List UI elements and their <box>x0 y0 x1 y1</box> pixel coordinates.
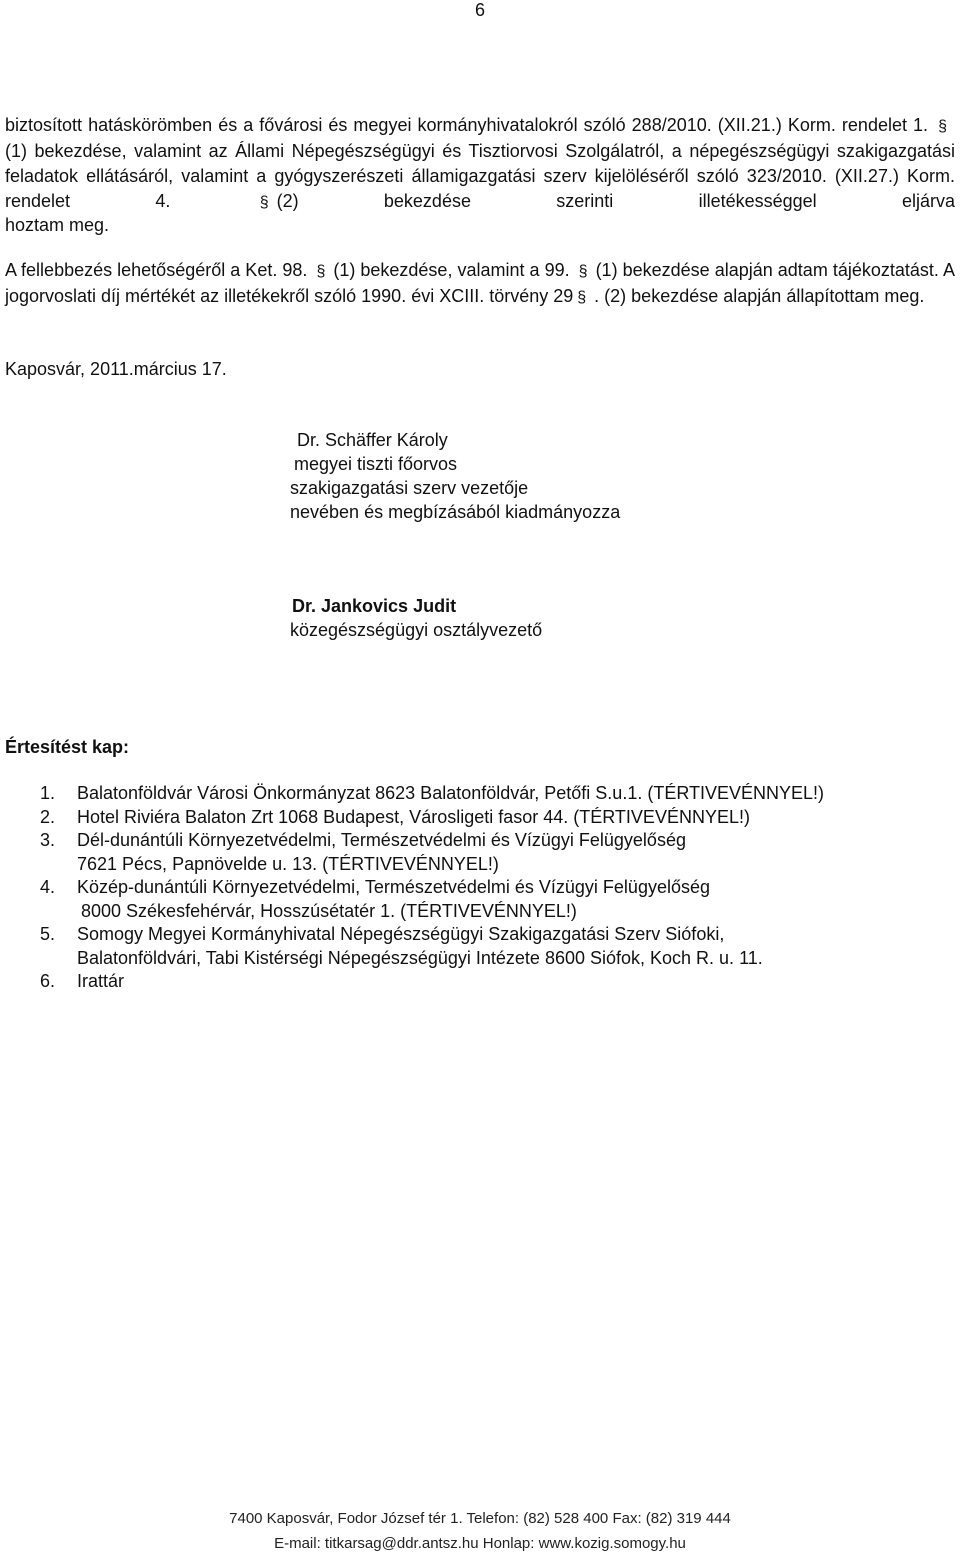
para2-line3: alapján állapítottam meg. <box>723 286 925 306</box>
para1-line4a: kijelöléséről szóló 323/2010. (XII.27.) Korm. rendelet 4. <box>5 166 956 211</box>
list-item <box>40 806 824 830</box>
para1-line2a: rendelet 1. <box>841 115 929 135</box>
list-item <box>40 923 824 970</box>
recipient-address: Balatonföldvári, Tabi Kistérségi Népegészségügyi Intézete 8600 Siófok, Koch R. u. 11. <box>77 947 763 968</box>
recipient-text: Irattár <box>77 971 125 991</box>
section-sign-icon: § <box>316 263 326 280</box>
list-number: 1. <box>40 783 56 803</box>
notify-heading: Értesítést kap: <box>5 737 130 757</box>
signature-block-1 <box>290 428 620 524</box>
section-sign-icon: § <box>577 289 587 306</box>
signatory-role: szakigazgatási szerv vezetője <box>290 478 529 498</box>
issuer-title: közegészségügyi osztályvezető <box>290 620 543 640</box>
list-number: 2. <box>40 806 56 827</box>
section-sign-icon: § <box>578 263 588 280</box>
issuer-name: Dr. Jankovics Judit <box>292 596 457 616</box>
para1-line1: biztosított hatáskörömben és a fővárosi és megyei kormányhivatalokról szóló 288/2010. (XII.21.) Korm. <box>5 115 836 135</box>
recipient-text: Balatonföldvár Városi Önkormányzat 8623 Balatonföldvár, Petőfi S.u.1. (TÉRTIVEVÉNNYEL!) <box>77 783 825 803</box>
para2-line2: tájékoztatást. A jogorvoslati díj mértékét az illetékekről szóló 1990. évi XCIII. törvény 29 <box>5 260 955 306</box>
recipient-address: 7621 Pécs, Papnövelde u. 13. (TÉRTIVEVÉNNYEL!) <box>77 853 499 874</box>
para1-line2b: (1) bekezdése, valamint az Állami Népegészségügyi és Tisztiorvosi Szolgálatról, a <box>5 141 682 161</box>
list-item <box>40 782 824 806</box>
footer-address: 7400 Kaposvár, Fodor József tér 1. Telefon: (82) 528 400 Fax: (82) 319 444 <box>229 1510 731 1527</box>
recipient-text: Somogy Megyei Kormányhivatal Népegészségügyi Szakigazgatási Szerv Siófoki, <box>77 924 725 944</box>
recipient-text: Dél-dunántúli Környezetvédelmi, Természetvédelmi és Vízügyi Felügyelőség <box>77 830 686 850</box>
list-number: 3. <box>40 830 56 850</box>
signature-block-2 <box>290 594 542 642</box>
recipient-address: 8000 Székesfehérvár, Hosszúsétatér 1. (TÉRTIVEVÉNNYEL!) <box>81 900 577 921</box>
recipient-text: Hotel Riviéra Balaton Zrt 1068 Budapest, Városligeti fasor 44. (TÉRTIVEVÉNNYEL!) <box>77 806 750 827</box>
body-paragraph-1 <box>5 113 955 215</box>
list-item <box>40 876 824 923</box>
para1-line3: népegészségügyi szakigazgatási feladatok ellátásáról, valamint a gyógyszerészeti államigazgatási szerv <box>5 141 955 186</box>
recipient-text: Közép-dunántúli Környezetvédelmi, Természetvédelmi és Vízügyi Felügyelőség <box>77 877 710 897</box>
para1-line4b: (2) bekezdése szerinti illetékességgel eljárva <box>276 191 955 211</box>
list-number: 6. <box>40 971 56 991</box>
section-sign-icon: § <box>259 194 269 211</box>
signatory-name: Dr. Schäffer Károly <box>297 430 448 450</box>
list-number: 4. <box>40 877 56 897</box>
signatory-title: megyei tiszti főorvos <box>294 454 458 474</box>
body-paragraph-2 <box>5 258 955 310</box>
body-paragraph-1-end <box>5 213 955 238</box>
para2-line2b: . (2) bekezdése <box>594 286 719 306</box>
section-sign-icon: § <box>938 118 947 135</box>
para2-line1b: (1) bekezdése, valamint a 99. <box>333 260 570 280</box>
page-number: 6 <box>474 0 485 20</box>
para1-line5: hoztam meg. <box>5 215 110 235</box>
recipient-list <box>40 782 824 994</box>
list-item <box>40 970 824 994</box>
list-number: 5. <box>40 924 56 944</box>
footer-contact: E-mail: titkarsag@ddr.antsz.hu Honlap: www.kozig.somogy.hu <box>274 1535 686 1552</box>
signatory-authority: nevében és megbízásából kiadmányozza <box>290 502 621 522</box>
para2-line1c: (1) bekezdése alapján adtam <box>595 260 828 280</box>
place-date: Kaposvár, 2011.március 17. <box>5 359 227 379</box>
para2-line1a: A fellebbezés lehetőségéről a Ket. 98. <box>5 260 308 280</box>
list-item <box>40 829 824 876</box>
